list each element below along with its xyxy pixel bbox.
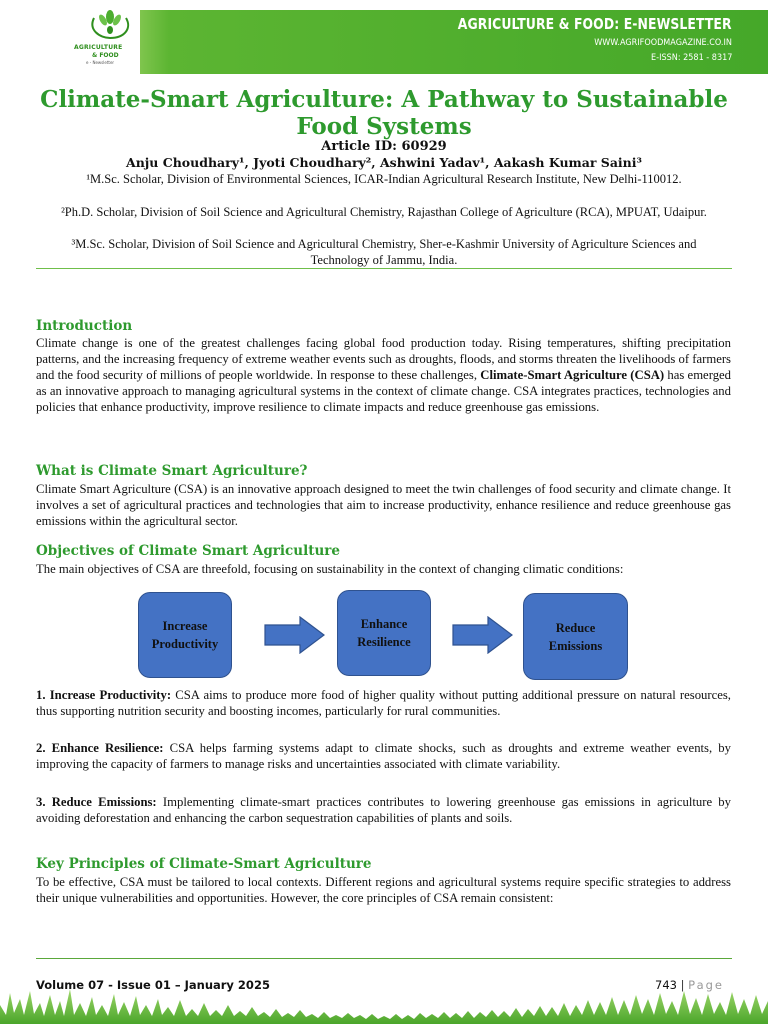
- flow-box-enhance-resilience: [337, 590, 431, 676]
- logo-text-line1: AGRICULTURE: [74, 44, 123, 51]
- newsletter-issn: E-ISSN: 2581 - 8317: [650, 53, 732, 63]
- logo-text-line2: & FOOD: [92, 52, 119, 59]
- section-heading-objectives: Objectives of Climate Smart Agriculture: [36, 543, 340, 559]
- objective-item-text: CSA aims to produce more food of higher quality without putting additional pressure on natural resources, thus supporting nutrition security and boosting incomes, particularly for rural communities.: [36, 688, 731, 719]
- logo-text-line3: e - Newsletter: [86, 60, 115, 65]
- objective-item-productivity: [36, 687, 731, 719]
- leaf-logo-icon: [70, 8, 150, 48]
- right-arrow-icon: [452, 616, 514, 654]
- author-list: Anju Choudhary¹, Jyoti Choudhary², Ashwini Yadav¹, Aakash Kumar Saini³: [126, 155, 642, 170]
- flow-box-label-line1: Increase: [162, 619, 208, 633]
- flow-box-label-line2: Productivity: [151, 637, 219, 651]
- objective-item-emissions: [36, 794, 731, 826]
- article-title: Climate-Smart Agriculture: A Pathway to Sustainable Food Systems: [40, 86, 728, 140]
- intro-text-bold: Climate-Smart Agriculture (CSA): [480, 368, 665, 383]
- flow-box-label-line2: Resilience: [357, 635, 411, 649]
- right-arrow-icon: [264, 616, 326, 654]
- title-divider: [36, 268, 732, 269]
- footer-divider: [36, 958, 732, 959]
- objectives-intro-paragraph: The main objectives of CSA are threefold, focusing on sustainability in the context of changing climatic conditions:: [36, 562, 624, 576]
- affiliation-3: ³M.Sc. Scholar, Division of Soil Science and Agricultural Chemistry, Sher-e-Kashmir University of Agriculture Sciences and Technology of Jammu, India.: [71, 237, 697, 267]
- objective-item-label: 2. Enhance Resilience:: [36, 741, 164, 755]
- introduction-paragraph: [36, 335, 731, 415]
- section-heading-introduction: Introduction: [36, 318, 133, 334]
- page-label: Page: [688, 978, 724, 992]
- key-principles-paragraph: To be effective, CSA must be tailored to local contexts. Different regions and agricultural systems require specific strategies to address their unique vulnerabilities and opportunities. However, the core principles of CSA remain consistent:: [36, 875, 731, 906]
- flow-box-label-line2: Emissions: [548, 638, 603, 653]
- newsletter-title: AGRICULTURE & FOOD: E-NEWSLETTER: [458, 15, 732, 33]
- flow-box-reduce-emissions: [523, 593, 628, 680]
- section-heading-key-principles: Key Principles of Climate-Smart Agriculture: [36, 856, 372, 872]
- article-id: Article ID: 60929: [321, 139, 447, 154]
- objective-item-text: Implementing climate-smart practices contributes to lowering greenhouse gas emissions in agriculture by avoiding deforestation and enhancing the carbon sequestration capabilities of plants and soils.: [36, 795, 731, 826]
- newsletter-header: [0, 0, 768, 84]
- what-is-csa-paragraph: Climate Smart Agriculture (CSA) is an innovative approach designed to meet the twin challenges of food security and climate change. It involves a set of agricultural practices and technologies that aim to increase productivity, enhance resilience and reduce greenhouse gas emissions within the agricultural sector.: [36, 482, 731, 529]
- objective-item-label: 3. Reduce Emissions:: [36, 795, 157, 809]
- objective-item-label: 1. Increase Productivity:: [36, 688, 172, 702]
- page-number-value: 743: [655, 978, 677, 992]
- intro-text-b: has emerged as an innovative approach to managing agricultural systems in the context of climate change. CSA integrates practices, technologies and policies that enhance productivity, improve resilience to climate impacts and reduce greenhouse gas emissions.: [36, 368, 732, 415]
- logo: [22, 0, 140, 84]
- intro-text-a: Climate change is one of the greatest challenges facing global food production today. Rising temperatures, shifting precipitation patterns, and the increasing frequency of extreme weather events such as droughts, floods, and storms threaten the livelihoods of farmers and the food security of millions of people worldwide. In response to these challenges,: [36, 336, 731, 383]
- objective-item-text: CSA helps farming systems adapt to climate shocks, such as droughts and extreme weather events, by improving the capacity of farmers to manage risks and uncertainties associated with climate variability.: [36, 741, 731, 772]
- flow-box-label-line1: Reduce: [555, 620, 596, 635]
- flow-box-label-line1: Enhance: [360, 617, 408, 631]
- objective-item-resilience: [36, 740, 731, 772]
- newsletter-url[interactable]: WWW.AGRIFOODMAGAZINE.CO.IN: [594, 38, 732, 48]
- flow-box-increase-productivity: [138, 592, 232, 678]
- affiliation-2: ²Ph.D. Scholar, Division of Soil Science and Agricultural Chemistry, Rajasthan College of Agriculture (RCA), MPUAT, Udaipur.: [61, 205, 707, 219]
- page-number: [655, 978, 724, 992]
- affiliation-1: ¹M.Sc. Scholar, Division of Environmental Sciences, ICAR-Indian Agricultural Research Institute, New Delhi-110012.: [86, 172, 682, 186]
- section-heading-what-is-csa: What is Climate Smart Agriculture?: [36, 463, 308, 479]
- volume-issue-date: Volume 07 - Issue 01 – January 2025: [36, 978, 270, 992]
- page-separator: |: [680, 978, 685, 992]
